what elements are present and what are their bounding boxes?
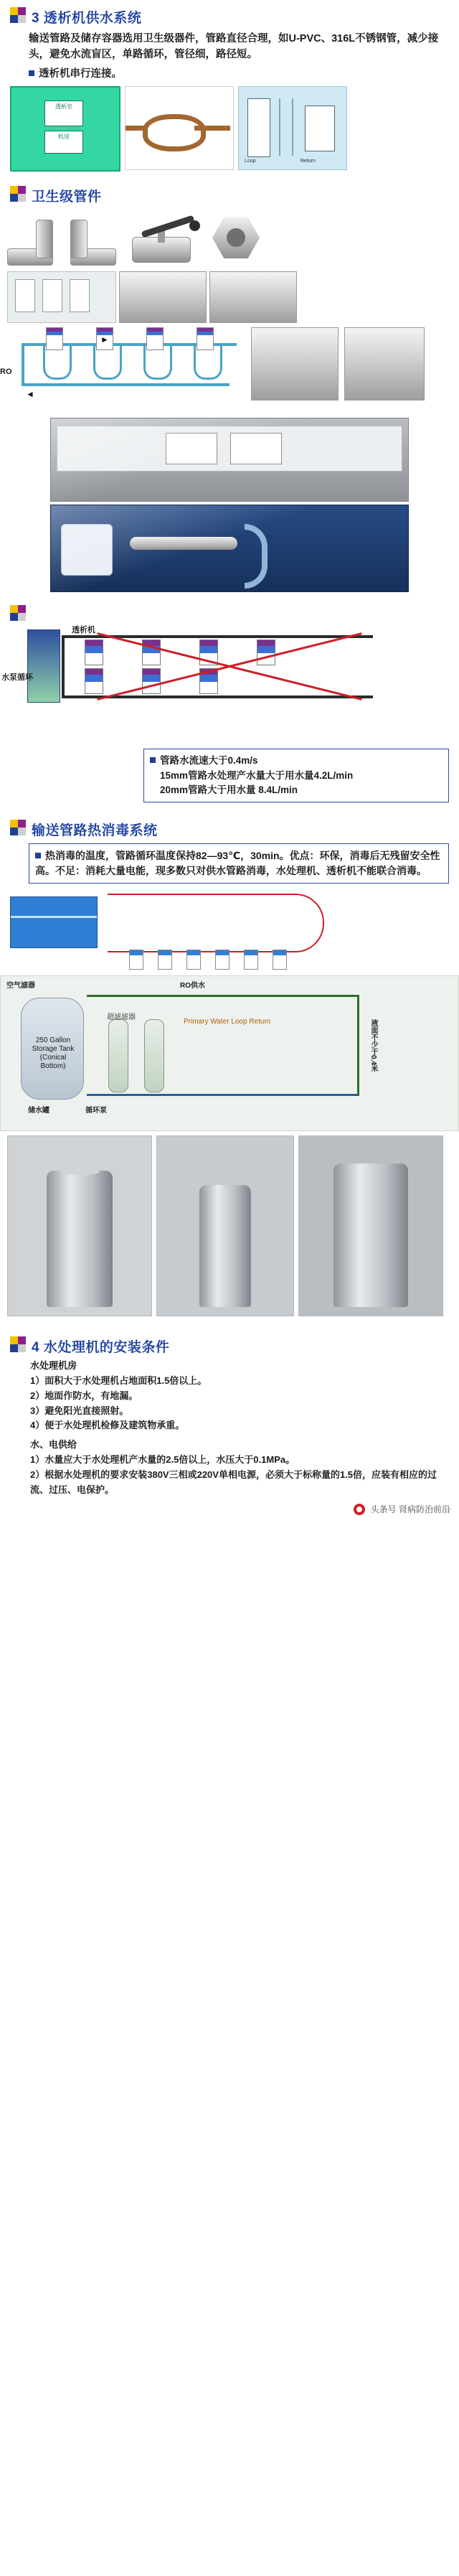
- sanitary-fittings-header: [0, 176, 459, 207]
- list-item: 2）根据水处理机的要求安装380V三相或220V单相电源，必须大于标称量的1.5倍，应装有相应的过流、过压、电保护。: [30, 1469, 437, 1495]
- dialysis-unit: [142, 668, 161, 694]
- dialysis-machine-4: [197, 327, 214, 350]
- schematic-tank-left: [247, 98, 270, 157]
- plan-room-dialysis: 透析室: [44, 100, 83, 126]
- fitting-valve-photo: [119, 271, 207, 323]
- watermark-icon: [354, 1504, 365, 1515]
- hot-loop-machine: [215, 950, 230, 970]
- label-ro-supply: RO供水: [180, 982, 205, 990]
- schematic-tank-right: [305, 106, 335, 151]
- list-item: 3）避免阳光直接照射。: [30, 1405, 129, 1416]
- flow-arrow-left: ◄: [26, 389, 34, 400]
- schematic-label-loop: Loop: [245, 159, 256, 164]
- ro-riser: [22, 343, 24, 386]
- loop-pipe-right: [194, 126, 230, 131]
- sanitary-fittings-title: 卫生级管件: [32, 189, 102, 205]
- ro-u-bend-1: [43, 346, 72, 380]
- bullet-quad-icon: [10, 186, 26, 202]
- figure-room-plan: [10, 86, 120, 172]
- ro-u-bend-4: [194, 346, 222, 380]
- schematic-riser: [279, 98, 280, 156]
- flow-line-2: 15mm管路水处理产水量大于用水量4.2L/min: [160, 769, 354, 781]
- photo-panel-room-wrap: [0, 413, 459, 502]
- dialysis-machine-1: [46, 327, 63, 350]
- uf-filter-column: [108, 1019, 128, 1092]
- flow-arrow-right: ►: [100, 334, 109, 345]
- section-3-title: 3 透析机供水系统: [32, 11, 142, 26]
- bullet-quad-icon: [10, 820, 26, 835]
- hot-loop-machine: [273, 950, 287, 970]
- hot-loop-machine: [244, 950, 258, 970]
- label-pre-filter: 超滤滤器: [107, 1013, 136, 1022]
- subheading-water-power: 水、电供给: [30, 1439, 77, 1451]
- loop-pipe-left: [126, 126, 146, 131]
- fittings-photo-row-1: [0, 207, 459, 268]
- flow-line-1: 管路水流速大于0.4m/s: [150, 754, 443, 768]
- fitting-elbow-2: [63, 221, 116, 266]
- label-return-line: Primary Water Loop Return: [184, 1018, 271, 1026]
- hot-loop-pipe: [108, 894, 324, 952]
- distribution-diagram: [0, 624, 459, 746]
- section-3-figures: [0, 82, 459, 176]
- ro-u-bend-3: [143, 346, 172, 380]
- plant-top-pipe: [87, 995, 359, 997]
- fitting-sightglass-set: [7, 271, 116, 323]
- dialysis-unit: [85, 640, 103, 665]
- plant-right-riser: [357, 995, 359, 1095]
- label-air-filter: 空气滤器: [6, 982, 35, 990]
- hot-water-tank: [10, 896, 98, 948]
- fitting-union-nut: [208, 210, 270, 266]
- distribution-riser: [62, 635, 65, 698]
- dialysis-machine-3: [146, 327, 164, 350]
- section-4-block-1: [0, 1357, 459, 1433]
- plant-bottom-pipe: [87, 1094, 359, 1096]
- hot-disinfection-header: [0, 808, 459, 840]
- label-side-note: 液面不少于0.4米: [369, 1019, 377, 1073]
- ro-return-pipe: [22, 383, 230, 386]
- hot-loop-machine: [129, 950, 143, 970]
- hot-loop-machine: [186, 950, 201, 970]
- subheading-machine-room: 水处理机房: [30, 1360, 77, 1372]
- fitting-sample-valve-photo: [209, 271, 297, 323]
- section-4-header: [0, 1321, 459, 1357]
- hot-disinfection-text: 热消毒的温度，管路循环温度保持82—93℃，30min。优点：环保，消毒后无残留安全性高。不足：消耗大量电能，现多数只对供水管路消毒，水处理机、透析机不能联合消毒。: [35, 850, 440, 877]
- label-pump: 循环泵: [85, 1107, 107, 1115]
- bullet-quad-icon: [10, 1336, 26, 1352]
- photo-sanitary-hose: [50, 505, 409, 592]
- equipment-photo-row: [0, 1131, 459, 1321]
- square-bullet-icon: [35, 853, 41, 858]
- schematic-label-return: Return: [301, 159, 316, 164]
- photo-tank-room: [156, 1135, 294, 1316]
- fitting-photo-right-2: [344, 327, 425, 401]
- distribution-header: [0, 592, 459, 621]
- footer-text: 头条号 肾病防治前沿: [370, 1504, 450, 1515]
- section-3-bullet: 透析机串行连接。: [39, 67, 122, 80]
- fitting-photo-right-1: [251, 327, 339, 401]
- bullet-quad-icon: [10, 7, 26, 23]
- list-item: 4）便于水处理机检修及建筑物承重。: [30, 1420, 185, 1431]
- label-storage: 储水罐: [28, 1107, 49, 1115]
- hot-disinfection-box: [29, 843, 449, 884]
- fitting-diaphragm-valve: [119, 210, 205, 266]
- plan-room-machine: 机房: [44, 131, 83, 154]
- hot-disinfection-title: 输送管路热消毒系统: [32, 823, 158, 839]
- ro-u-bend-2: [93, 346, 122, 380]
- plant-schematic: [0, 975, 459, 1131]
- section-4-title: 4 水处理机的安装条件: [32, 1340, 170, 1356]
- uf-filter-column-2: [144, 1019, 164, 1092]
- loop-ring-shape: [143, 114, 206, 151]
- photo-hose-wrap: [0, 502, 459, 592]
- fittings-photo-row-2: [0, 268, 459, 326]
- section-4-block-2: [0, 1433, 459, 1497]
- tank-inner-text: 250 Gallon Storage Tank (Conical Bottom): [32, 1036, 75, 1071]
- square-bullet-icon: [150, 757, 156, 763]
- schematic-downcomer: [292, 98, 293, 156]
- square-bullet-icon: [29, 70, 34, 76]
- flow-requirements-box: [143, 749, 449, 802]
- list-item: 2）地面作防水，有地漏。: [30, 1390, 138, 1401]
- top-label: 透析机: [72, 626, 95, 635]
- water-tank-graphic: [27, 629, 60, 703]
- footer-watermark: [0, 1497, 459, 1525]
- section-3-paragraph: 输送管路及储存容器选用卫生级器件，管路直径合理，如U-PVC、316L不锈钢管，减少接头，避免水流盲区，单路循环，管径细，路径短。: [29, 33, 439, 61]
- dialysis-unit: [85, 668, 103, 694]
- photo-panel-room: [50, 418, 409, 502]
- list-item: 1）水量应大于水处理机产水量的2.5倍以上，水压大于0.1MPa。: [30, 1453, 295, 1465]
- section-3-bullet-row: [0, 63, 459, 82]
- hot-disinfection-schematic: [0, 889, 459, 975]
- section-3-header: [0, 0, 459, 28]
- ro-label: RO: [0, 367, 12, 377]
- ro-loop-schematic: [0, 327, 459, 413]
- photo-hot-water-unit: [298, 1135, 443, 1316]
- flow-line-3: 20mm管路大于用水量 8.4L/min: [160, 784, 298, 795]
- photo-filter-tank: [7, 1135, 152, 1316]
- hot-loop-machine: [158, 950, 172, 970]
- figure-loop-device: [125, 86, 234, 170]
- left-label: 水泵循环: [1, 673, 33, 683]
- dialysis-unit: [257, 640, 275, 665]
- figure-cyan-schematic: [238, 86, 347, 170]
- list-item: 1）面积大于水处理机占地面积1.5倍以上。: [30, 1374, 207, 1386]
- bullet-quad-icon: [10, 605, 26, 621]
- fitting-elbow: [7, 221, 60, 266]
